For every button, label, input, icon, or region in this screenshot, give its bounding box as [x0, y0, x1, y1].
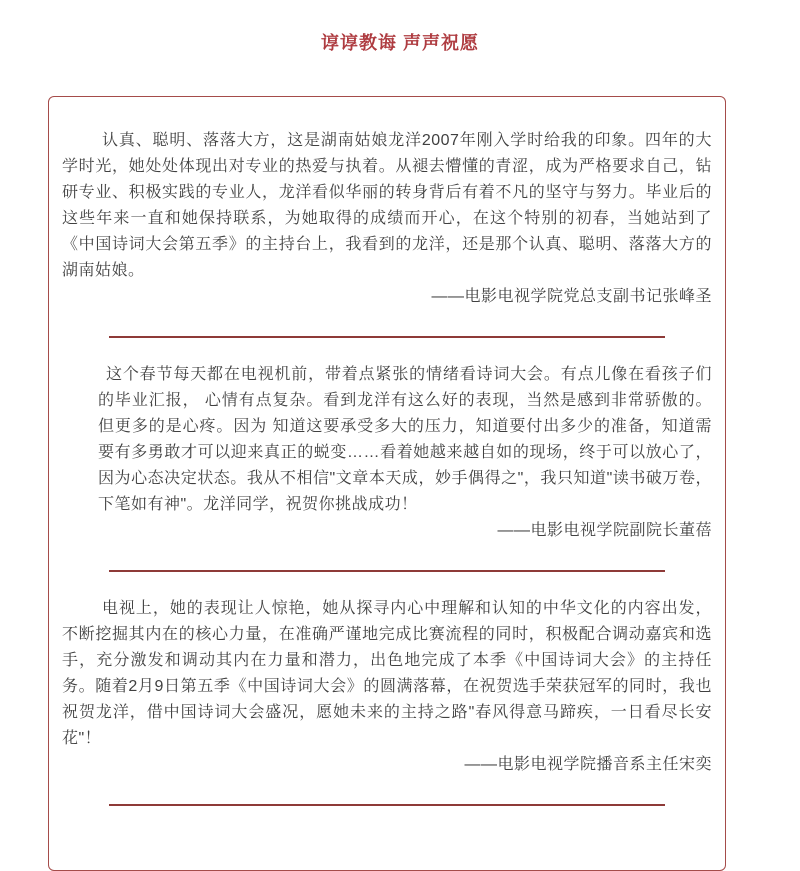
testimonial-text: 电视上，她的表现让人惊艳，她从探寻内心中理解和认知的中华文化的内容出发，不断挖掘其内在的核心力量，在准确严谨地完成比赛流程的同时，积极配合调动嘉宾和选手，充分激发和调动其内在力量和潜力，出色地完成了本季《中国诗词大会》的主持任务。随着2月9日第五季《中国诗词大会》的圆满落幕，在祝贺选手荣获冠军的同时，我也祝贺龙洋，借中国诗词大会盛况，愿她未来的主持之路"春风得意马蹄疾，一日看尽长安花"！	[62, 600, 712, 747]
section-divider	[109, 336, 665, 338]
testimonials-panel	[48, 96, 726, 871]
testimonial-attribution: ——电影电视学院播音系主任宋奕	[464, 756, 712, 773]
testimonial-block	[62, 362, 712, 544]
page-title: 谆谆教诲 声声祝愿	[320, 33, 479, 53]
testimonial-text: 认真、聪明、落落大方，这是湖南姑娘龙洋2007年刚入学时给我的印象。四年的大学时光，她处处体现出对专业的热爱与执着。从褪去懵懂的青涩，成为严格要求自己，钻研专业、积极实践的专业人，龙洋看似华丽的转身背后有着不凡的坚守与努力。毕业后的这些年来一直和她保持联系，为她取得的成绩而开心，在这个特别的初春，当她站到了《中国诗词大会第五季》的主持台上，我看到的龙洋，还是那个认真、聪明、落落大方的湖南姑娘。	[62, 132, 712, 279]
section-divider	[109, 804, 665, 806]
testimonial-attribution: ——电影电视学院党总支副书记张峰圣	[431, 288, 712, 305]
testimonial-attribution: ——电影电视学院副院长董蓓	[497, 522, 712, 539]
testimonial-block	[62, 128, 712, 310]
section-divider	[109, 570, 665, 572]
testimonial-text: 这个春节每天都在电视机前，带着点紧张的情绪看诗词大会。有点儿像在看孩子们的毕业汇报， 心情有点复杂。看到龙洋有这么好的表现，当然是感到非常骄傲的。但更多的是心疼。因为 知道这要承受多大的压力，知道要付出多少的准备，知道需要有多勇敢才可以迎来真正的蜕变……看着她越来越自如的现场，终于可以放心了，因为心态决定状态。我从不相信"文章本天成，妙手偶得之"，我只知道"读书破万卷，下笔如有神"。龙洋同学，祝贺你挑战成功！	[98, 366, 712, 513]
testimonial-block	[62, 596, 712, 778]
article-page	[0, 33, 800, 871]
